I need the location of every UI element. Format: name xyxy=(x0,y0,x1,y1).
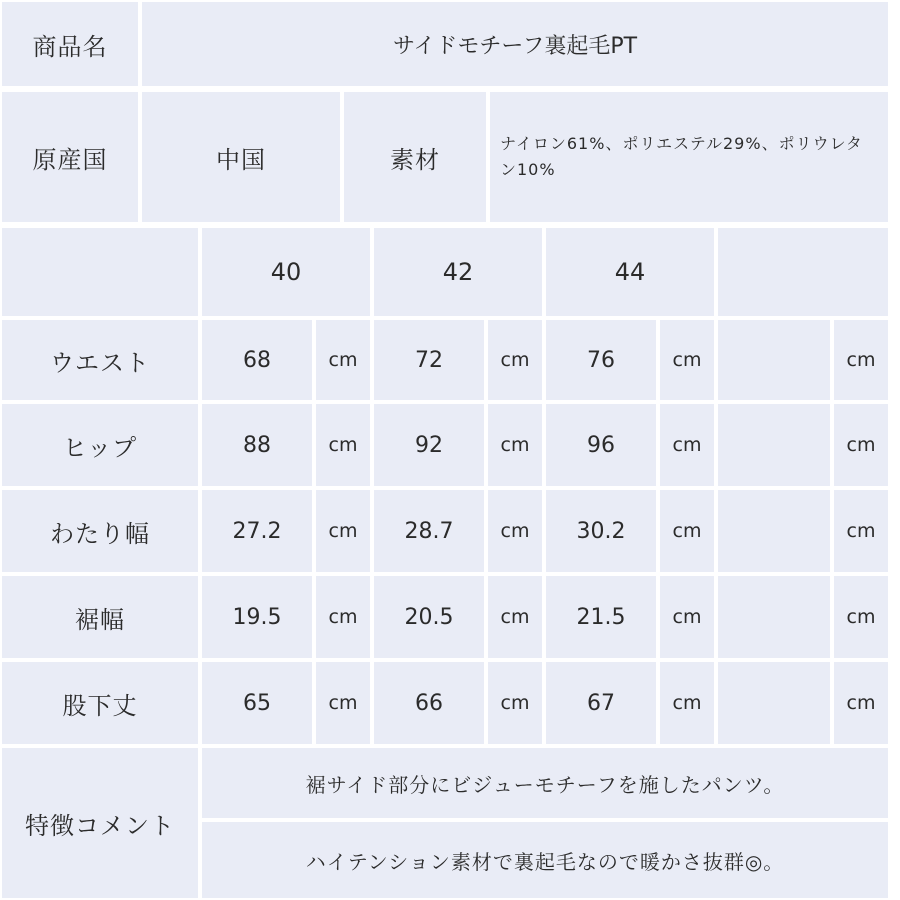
measure-value: 20.5 xyxy=(374,576,484,658)
comment-line-1: 裾サイド部分にビジューモチーフを施したパンツ。 xyxy=(202,748,888,818)
measure-unit: cm xyxy=(834,576,888,658)
measure-value: 67 xyxy=(546,662,656,744)
measure-unit: cm xyxy=(660,576,714,658)
size-header-44: 44 xyxy=(546,228,714,316)
measure-value: 88 xyxy=(202,404,312,486)
measure-value xyxy=(718,404,830,486)
measure-label-thigh: わたり幅 xyxy=(2,490,198,572)
measure-unit: cm xyxy=(488,320,542,400)
measure-value xyxy=(718,576,830,658)
measure-unit: cm xyxy=(316,576,370,658)
measure-value: 66 xyxy=(374,662,484,744)
measure-unit: cm xyxy=(316,490,370,572)
material-label: 素材 xyxy=(344,92,486,222)
measure-unit: cm xyxy=(834,662,888,744)
measure-value: 68 xyxy=(202,320,312,400)
size-header-empty xyxy=(718,228,888,316)
measure-value: 72 xyxy=(374,320,484,400)
origin-value: 中国 xyxy=(142,92,340,222)
measure-unit: cm xyxy=(834,490,888,572)
measure-value xyxy=(718,320,830,400)
size-header-40: 40 xyxy=(202,228,370,316)
product-name-value: サイドモチーフ裏起毛PT xyxy=(142,2,888,86)
measure-value: 21.5 xyxy=(546,576,656,658)
product-name-label: 商品名 xyxy=(2,2,138,86)
comment-line-2: ハイテンション素材で裏起毛なので暖かさ抜群◎。 xyxy=(202,822,888,898)
measure-unit: cm xyxy=(660,662,714,744)
measure-unit: cm xyxy=(316,662,370,744)
measure-value: 92 xyxy=(374,404,484,486)
measure-value xyxy=(718,662,830,744)
measure-value xyxy=(718,490,830,572)
measure-unit: cm xyxy=(316,320,370,400)
measure-label-waist: ウエスト xyxy=(2,320,198,400)
measure-unit: cm xyxy=(488,662,542,744)
measure-unit: cm xyxy=(488,576,542,658)
origin-label: 原産国 xyxy=(2,92,138,222)
measure-unit: cm xyxy=(488,490,542,572)
measure-value: 19.5 xyxy=(202,576,312,658)
measure-label-hem: 裾幅 xyxy=(2,576,198,658)
size-header-blank xyxy=(2,228,198,316)
measure-unit: cm xyxy=(316,404,370,486)
measure-unit: cm xyxy=(660,490,714,572)
measure-value: 28.7 xyxy=(374,490,484,572)
measure-value: 27.2 xyxy=(202,490,312,572)
size-header-42: 42 xyxy=(374,228,542,316)
measure-unit: cm xyxy=(488,404,542,486)
material-value: ナイロン61%、ポリエステル29%、ポリウレタン10% xyxy=(490,92,888,222)
measure-unit: cm xyxy=(834,320,888,400)
measure-unit: cm xyxy=(660,320,714,400)
measure-value: 30.2 xyxy=(546,490,656,572)
measure-unit: cm xyxy=(660,404,714,486)
measure-value: 96 xyxy=(546,404,656,486)
measure-value: 65 xyxy=(202,662,312,744)
measure-value: 76 xyxy=(546,320,656,400)
measure-label-inseam: 股下丈 xyxy=(2,662,198,744)
measure-unit: cm xyxy=(834,404,888,486)
measure-label-hip: ヒップ xyxy=(2,404,198,486)
comment-label: 特徴コメント xyxy=(2,748,198,898)
